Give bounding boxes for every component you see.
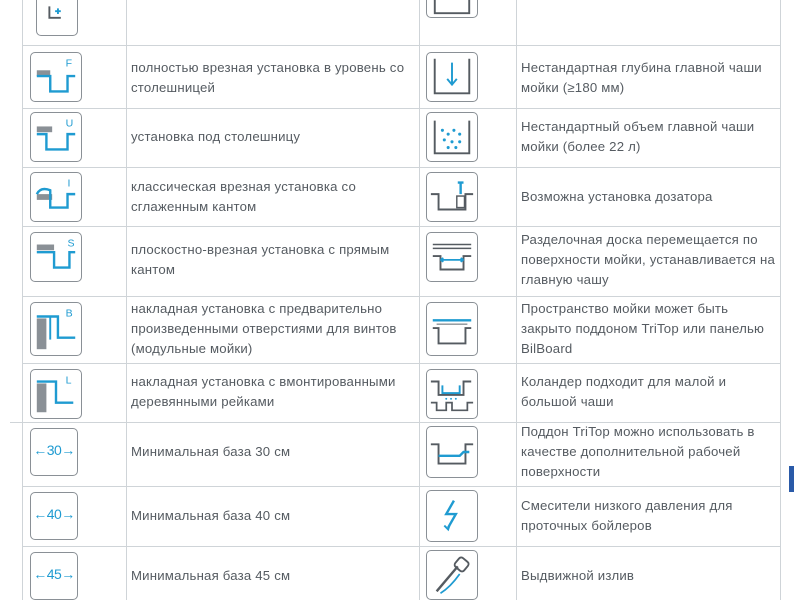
letter: B	[65, 307, 73, 320]
row-text: Коландер подходит для малой и большой чаши	[521, 374, 727, 409]
tritop-tray-icon	[426, 426, 478, 478]
base-label: ←45→	[33, 566, 75, 582]
side-marker	[789, 466, 794, 492]
grid-line	[22, 0, 23, 600]
row-text: Смесители низкого давления для проточных бойлеров	[521, 498, 733, 533]
flush-mount-F-icon	[30, 52, 82, 102]
row-text: Поддон TriTop можно использовать в качестве дополнительной рабочей поверхности	[521, 424, 755, 479]
grid-line	[780, 0, 781, 600]
grid-line	[419, 0, 420, 600]
base-45-icon	[30, 552, 78, 600]
grid-line	[22, 226, 780, 227]
row-text: Нестандартная глубина главной чаши мойки (≥180 мм)	[521, 60, 762, 95]
row-text: плоскостно-врезная установка с прямым кантом	[131, 242, 390, 277]
overlay-B-icon	[30, 302, 82, 356]
colander-icon	[426, 369, 478, 419]
pullout-spout-icon	[426, 550, 478, 600]
row-text: Минимальная база 40 см	[131, 508, 291, 523]
grid-line	[22, 45, 780, 46]
tray-cover-icon	[426, 302, 478, 356]
cutting-board-icon	[426, 232, 478, 282]
grid-line	[22, 363, 780, 364]
row-text: Нестандартный объем главной чаши мойки (более 22 л)	[521, 119, 755, 154]
base-label: ←40→	[33, 506, 75, 522]
letter: F	[65, 57, 73, 70]
inset-I-icon	[30, 172, 82, 222]
row-text: Разделочная доска перемещается по поверхности мойки, устанавливается на главную чашу	[521, 232, 776, 287]
row-text: Пространство мойки может быть закрыто поддоном TriTop или панелью BilBoard	[521, 301, 765, 356]
deep-bowl-icon	[426, 52, 478, 102]
grid-line	[22, 546, 780, 547]
letter: I	[67, 177, 71, 190]
flat-inset-S-icon	[30, 232, 82, 282]
bowl-volume-icon	[426, 112, 478, 162]
base-40-icon	[30, 492, 78, 540]
letter: S	[67, 237, 75, 250]
grid-line	[516, 0, 517, 600]
row-text: накладная установка с вмонтированными деревянными рейками	[131, 374, 396, 409]
row-text: накладная установка с предварительно произведенными отверстиями для винтов (модульные мойки)	[131, 301, 397, 356]
row-text: полностью врезная установка в уровень со столешницей	[131, 60, 405, 95]
row-text: Минимальная база 30 см	[131, 444, 291, 459]
dispenser-icon	[426, 172, 478, 222]
top-partial-icon	[426, 0, 478, 18]
letter: L	[65, 374, 72, 387]
grid-line	[126, 0, 127, 600]
undermount-U-icon	[30, 112, 82, 162]
grid-line	[22, 486, 780, 487]
row-text: Минимальная база 45 см	[131, 568, 291, 583]
grid-line	[22, 108, 780, 109]
letter: U	[65, 117, 74, 130]
row-text: классическая врезная установка со сглаженным кантом	[131, 179, 356, 214]
base-label: ←30→	[33, 442, 75, 458]
row-text: Возможна установка дозатора	[521, 189, 713, 204]
faucet-corner-icon	[36, 0, 78, 36]
row-text: установка под столешницу	[131, 129, 301, 144]
grid-line	[22, 296, 780, 297]
base-30-icon	[30, 428, 78, 476]
low-pressure-icon	[426, 490, 478, 542]
grid-line	[22, 167, 780, 168]
row-text: Выдвижной излив	[521, 568, 635, 583]
overlay-L-icon	[30, 369, 82, 419]
